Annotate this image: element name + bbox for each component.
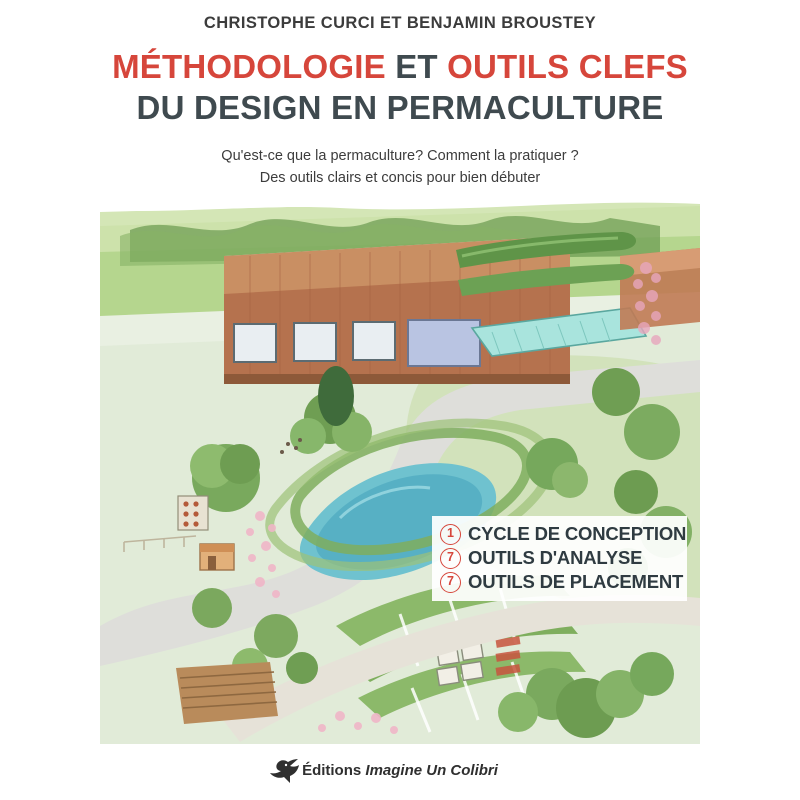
badge-item xyxy=(440,570,684,594)
title-part-et: ET xyxy=(395,48,448,85)
subtitle-line-2: Des outils clairs et concis pour bien débuter xyxy=(259,169,541,186)
feature-badge-list xyxy=(432,516,687,601)
title-part-outils-clefs: OUTILS CLEFS xyxy=(447,48,688,85)
title-line-2: DU DESIGN EN PERMACULTURE xyxy=(136,88,664,126)
page-title xyxy=(0,48,800,128)
title-part-methodologie: MÉTHODOLOGIE xyxy=(112,48,396,85)
badge-label: CYCLE DE CONCEPTION xyxy=(468,523,687,544)
badge-label: OUTILS D'ANALYSE xyxy=(468,547,643,568)
authors-line: CHRISTOPHE CURCI ET BENJAMIN BROUSTEY xyxy=(203,14,597,32)
badge-item xyxy=(440,546,679,570)
publisher-line xyxy=(0,762,800,779)
title-line-1 xyxy=(0,48,800,87)
badge-number: 7 xyxy=(440,572,461,593)
subtitle xyxy=(0,146,800,190)
publisher-prefix: Éditions xyxy=(302,762,366,779)
subtitle-line-1: Qu'est-ce que la permaculture? Comment la pratiquer ? xyxy=(221,148,579,164)
badge-label: OUTILS DE PLACEMENT xyxy=(468,571,684,592)
badge-number: 7 xyxy=(440,548,461,569)
badge-number: 1 xyxy=(440,524,461,545)
publisher-name: Imagine Un Colibri xyxy=(365,762,498,779)
cover-illustration xyxy=(100,196,700,752)
badge-item xyxy=(440,522,687,546)
